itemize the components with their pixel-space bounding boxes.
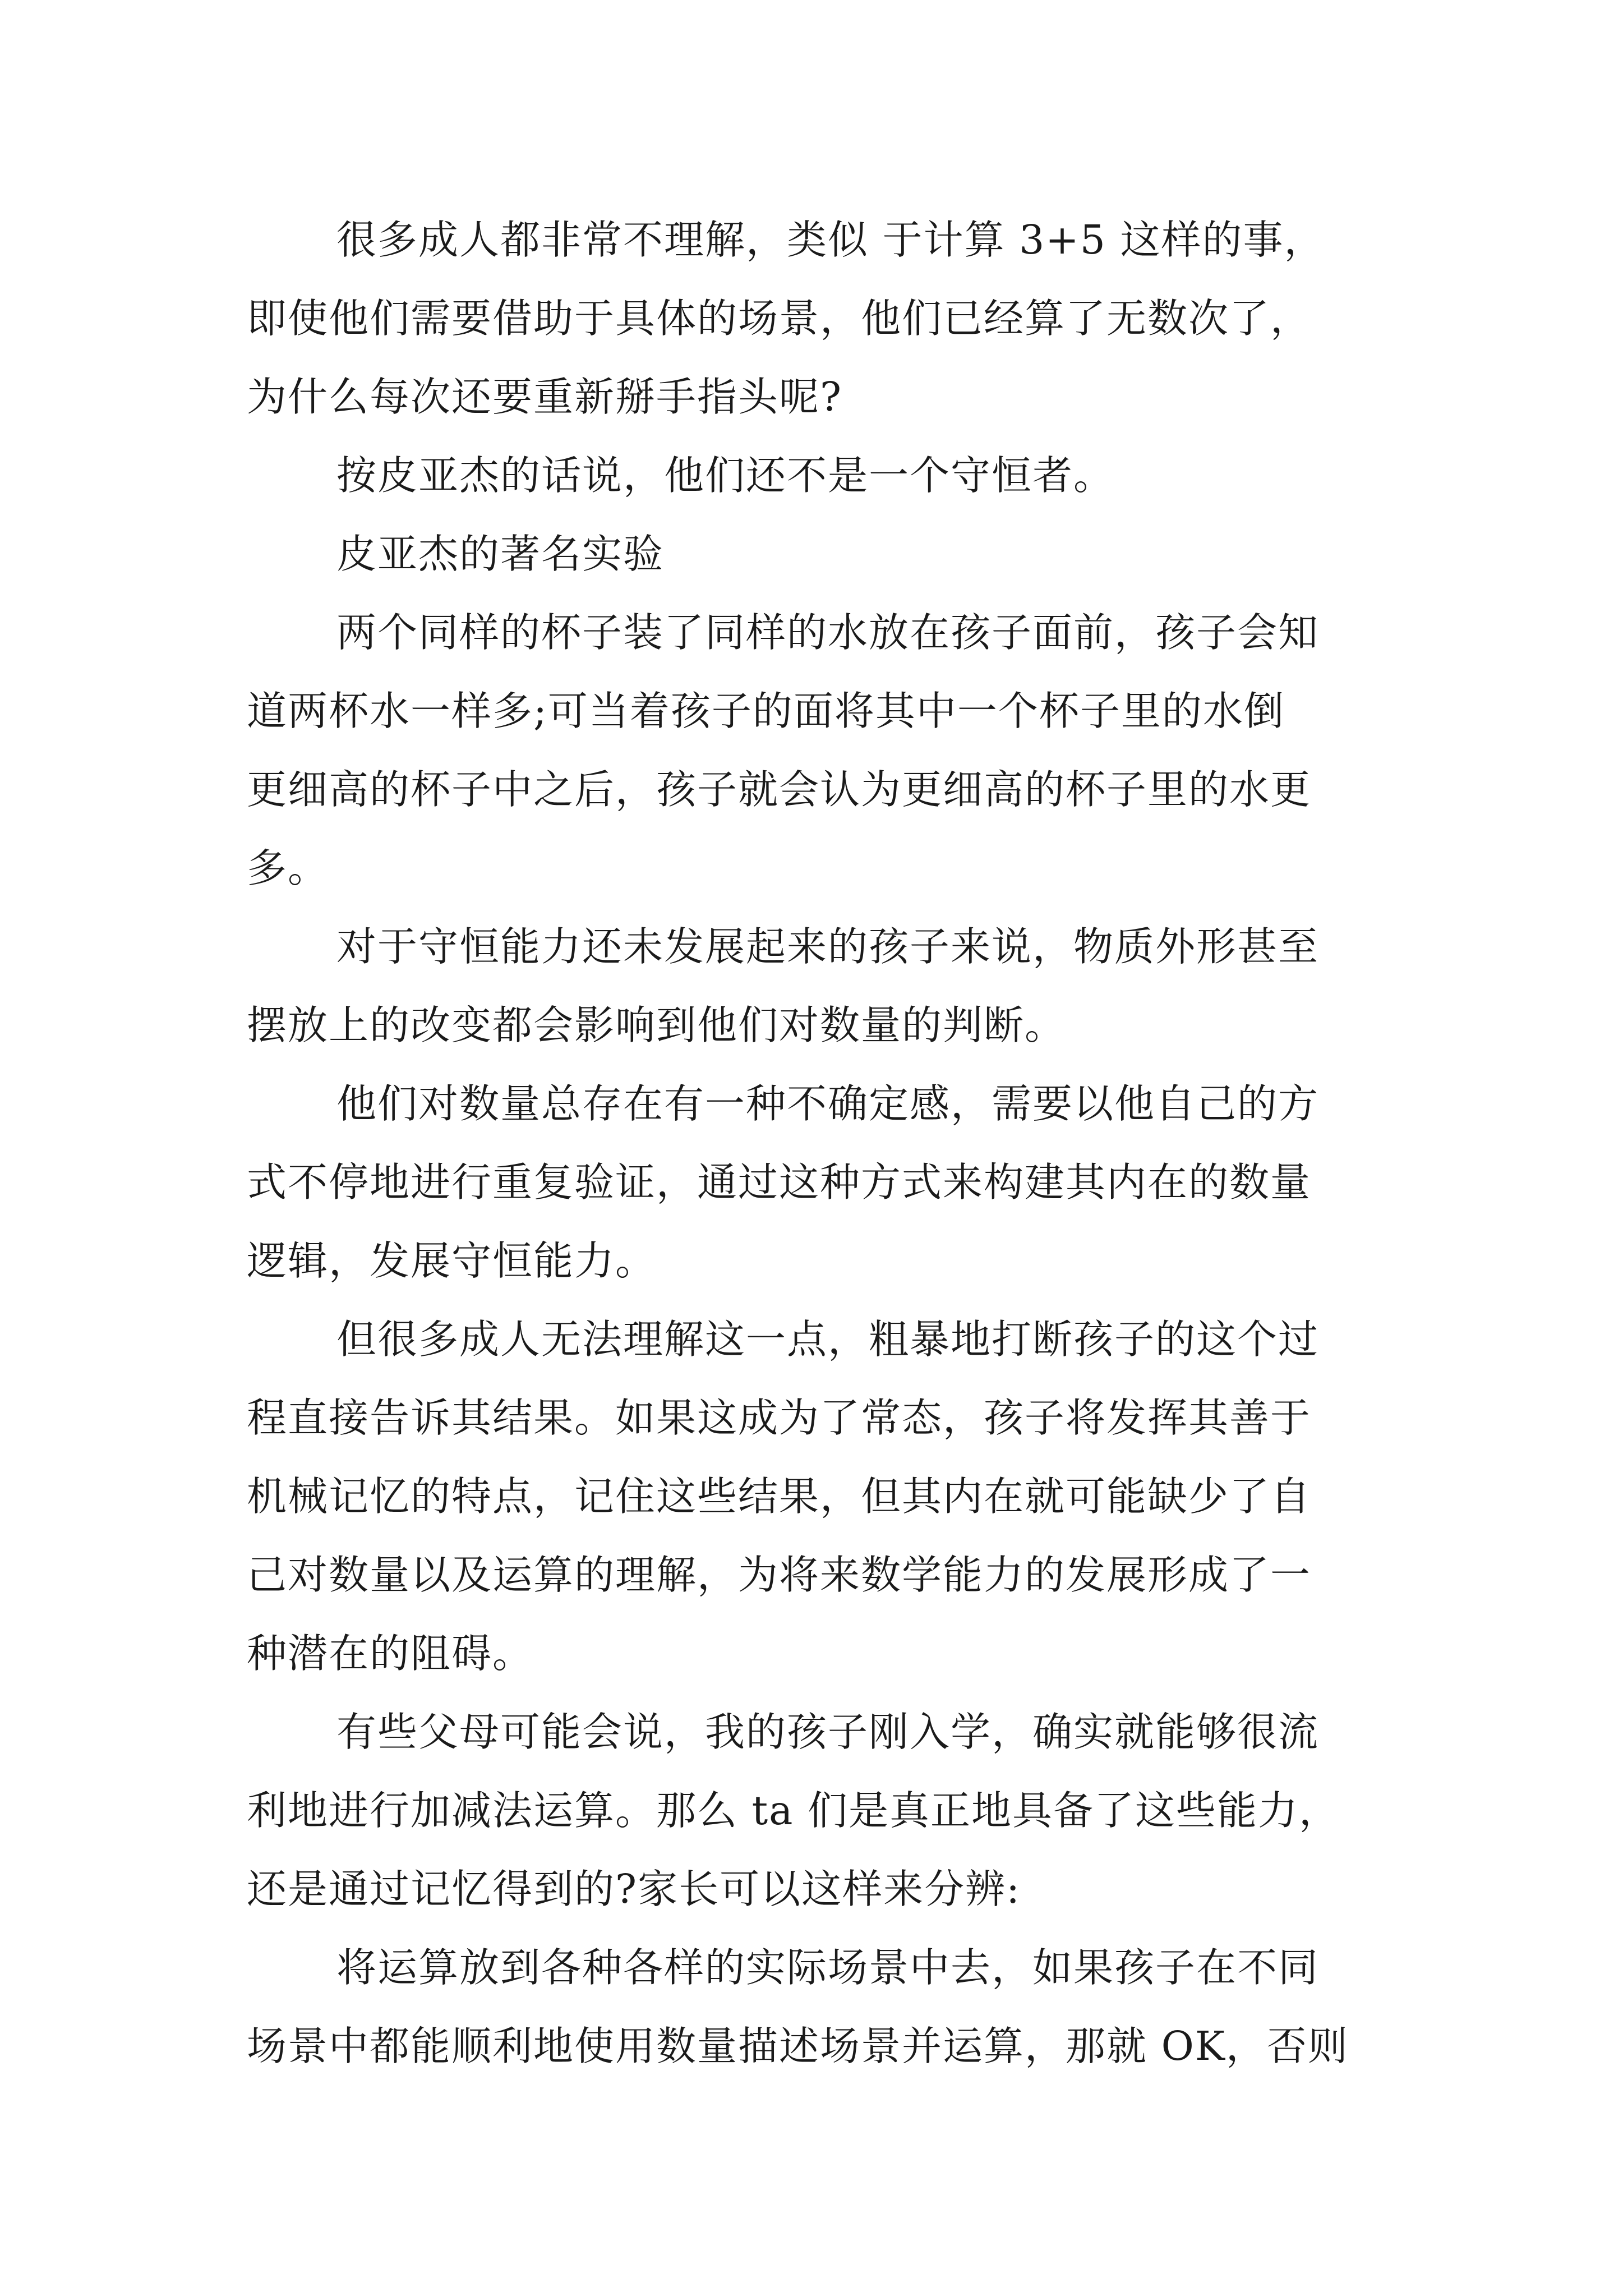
text-line: 式不停地进行重复验证，通过这种方式来构建其内在的数量 <box>247 1159 1312 1205</box>
text-line: 场景中都能顺利地使用数量描述场景并运算，那就 OK，否则 <box>247 2023 1349 2069</box>
text-line: 按皮亚杰的话说，他们还不是一个守恒者。 <box>336 452 1115 499</box>
text-line: 为什么每次还要重新掰手指头呢? <box>247 374 843 420</box>
text-line: 两个同样的杯子装了同样的水放在孩子面前，孩子会知 <box>336 609 1320 656</box>
text-line: 种潜在的阻碍。 <box>247 1630 534 1677</box>
text-line: 即使他们需要借助于具体的场景，他们已经算了无数次了， <box>247 295 1312 342</box>
text-line: 多。 <box>247 845 329 891</box>
text-line: 但很多成人无法理解这一点，粗暴地打断孩子的这个过 <box>336 1316 1320 1363</box>
text-line: 将运算放到各种各样的实际场景中去，如果孩子在不同 <box>336 1944 1320 1991</box>
section-heading: 皮亚杰的著名实验 <box>336 531 665 577</box>
text-line: 摆放上的改变都会影响到他们对数量的判断。 <box>247 1002 1066 1048</box>
text-line: 机械记忆的特点，记住这些结果，但其内在就可能缺少了自 <box>247 1473 1312 1520</box>
text-line: 道两杯水一样多;可当着孩子的面将其中一个杯子里的水倒 <box>247 688 1285 734</box>
text-line: 还是通过记忆得到的?家长可以这样来分辨: <box>247 1866 1021 1912</box>
text-line: 程直接告诉其结果。如果这成为了常态，孩子将发挥其善于 <box>247 1395 1312 1441</box>
text-line: 利地进行加减法运算。那么 ta 们是真正地具备了这些能力， <box>247 1787 1340 1834</box>
text-line: 他们对数量总存在有一种不确定感，需要以他自己的方 <box>336 1080 1320 1127</box>
text-line: 很多成人都非常不理解，类似 于计算 3+5 这样的事， <box>336 217 1325 263</box>
text-line: 逻辑，发展守恒能力。 <box>247 1237 657 1284</box>
text-line: 有些父母可能会说，我的孩子刚入学，确实就能够很流 <box>336 1709 1320 1755</box>
text-line: 对于守恒能力还未发展起来的孩子来说，物质外形甚至 <box>336 923 1320 970</box>
text-line: 己对数量以及运算的理解，为将来数学能力的发展形成了一 <box>247 1552 1312 1598</box>
text-line: 更细高的杯子中之后，孩子就会认为更细高的杯子里的水更 <box>247 766 1312 813</box>
